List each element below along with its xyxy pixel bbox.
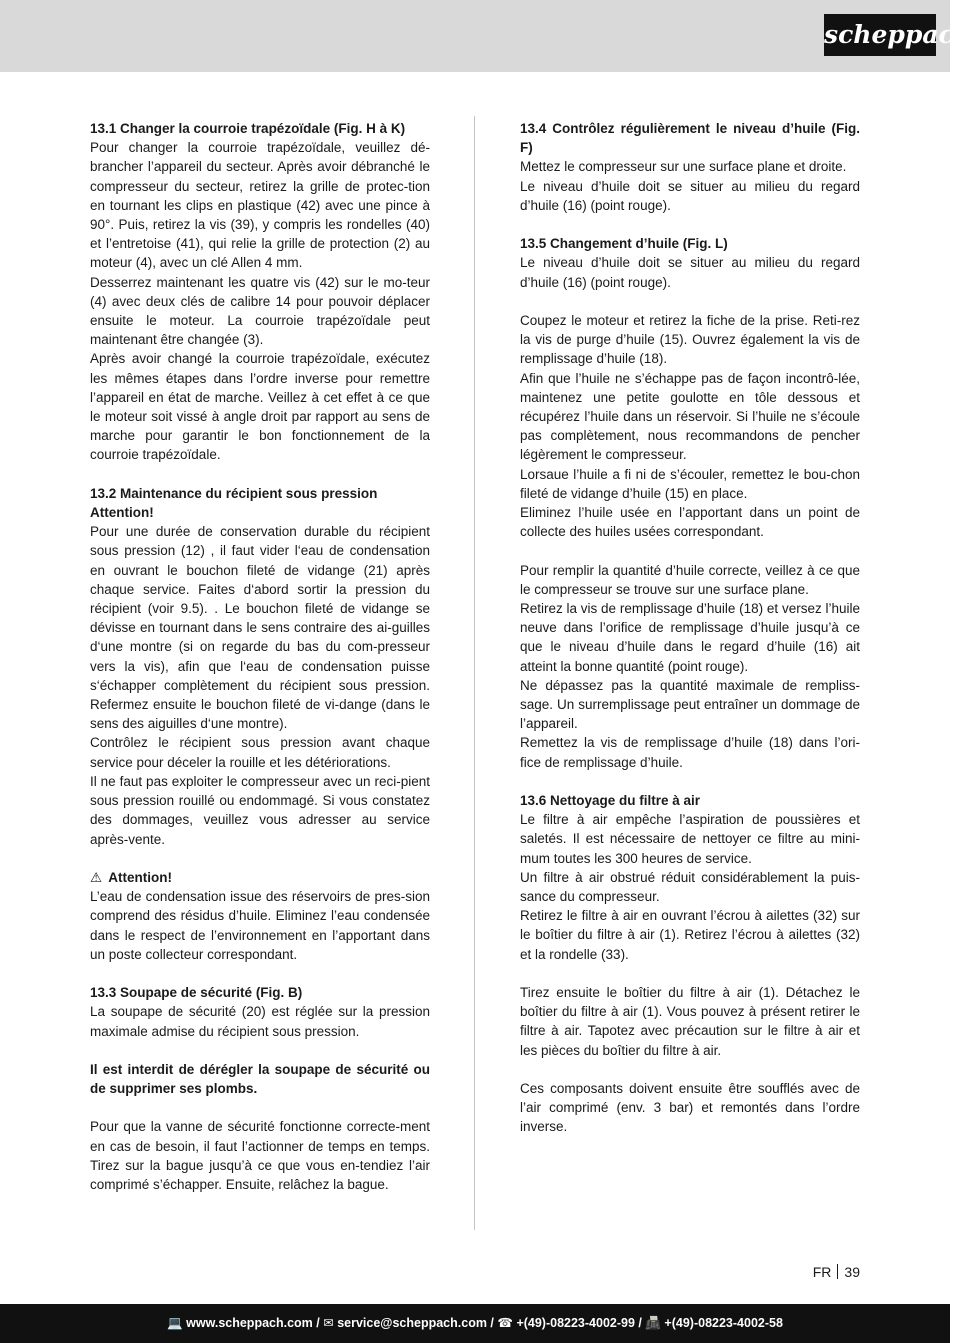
- section-13-5-paragraph: Retirez la vis de remplissage d’huile (18) et versez l’huile neuve dans l’orifice de remplissage d’huile jusqu’à ce que le niveau d’huile dans le regard d’huile (16) ait atteint la bonne quantité (point rouge).: [520, 601, 860, 674]
- section-13-6-paragraph: Retirez le filtre à air en ouvrant l’écrou à ailettes (32) sur le boîtier du filtre à air (1). Retirez l’écrou à ailettes (32) et la rondelle (33).: [520, 908, 860, 962]
- section-13-5-paragraph: Pour remplir la quantité d’huile correcte, veillez à ce que le compresseur se trouve sur une surface plane.: [520, 562, 860, 597]
- footer-bar: [0, 1304, 950, 1343]
- page-language: FR: [812, 1264, 832, 1280]
- section-13-4-paragraph: Mettez le compresseur sur une surface plane et droite.: [520, 159, 847, 175]
- section-13-5-paragraph: Afin que l’huile ne s’échappe pas de façon incontrô-lée, maintenez une petite goulotte en tôle dessous et récupérez l’huile dans un réservoir. Si l’huile ne s’écoule pas complètement, nous recommandons de pencher légèrement le compresseur.: [520, 370, 860, 463]
- section-13-5-paragraph: Ne dépassez pas la quantité maximale de rempliss-sage. Un surremplissage peut entraîner un dommage de l’appareil.: [520, 677, 860, 732]
- phone-icon: ☎: [497, 1316, 513, 1330]
- section-13-5-paragraph: Eliminez l’huile usée en l’apportant dans un point de collecte des huiles usées correspondant.: [520, 505, 860, 540]
- mail-icon: ✉: [323, 1316, 334, 1330]
- section-13-1-paragraph: Pour changer la courroie trapézoïdale, veuillez dé-brancher l’appareil du secteur. Après avoir débranché le compresseur du secteur, retirez la grille de protec-tion en tournant les clips en plastique (42) avec une pince à 90°. Puis, retirez la vis (39), y compris les rondelles (40) et l’entretoise (41), qui relie la grille de protection (2) au moteur (4), avec un clé Allen 4 mm.: [90, 140, 430, 271]
- section-13-4-title: 13.4 Contrôlez régulièrement le niveau d’huile (Fig. F): [520, 121, 860, 156]
- footer-website-link[interactable]: www.scheppach.com: [186, 1316, 313, 1330]
- section-13-1-title: 13.1 Changer la courroie trapézoïdale (Fig. H à K): [90, 121, 406, 136]
- column-divider: [474, 116, 475, 1230]
- section-13-1-paragraph: Après avoir changé la courroie trapézoïdale, exécutez les mêmes étapes dans l’ordre inverse pour remettre l’appareil en état de marche. Veillez à cet effet à ce que le moteur soit vissé à angle droit par rapport au sens de marche pour garantir le bon fonctionnement de la courroie trapézoïdale.: [90, 351, 430, 463]
- section-13-5-paragraph: Lorsaue l’huile a fi ni de s’écouler, remettez le bou-chon fileté de vidange d’huile (15) en place.: [520, 466, 860, 501]
- section-13-5-title: 13.5 Changement d’huile (Fig. L): [520, 236, 728, 252]
- section-13-2-paragraph: Contrôlez le récipient sous pression avant chaque service pour déceler la rouille et les détériorations.: [90, 735, 430, 770]
- header-band: [0, 0, 950, 72]
- section-13-3-paragraph: La soupape de sécurité (20) est réglée sur la pression maximale admise du récipient sous pression.: [90, 1004, 430, 1039]
- warning-heading: [90, 868, 430, 887]
- section-13-6-paragraph: Ces composants doivent ensuite être soufflés avec de l’air comprimé (env. 3 bar) et remontés dans l’ordre inverse.: [520, 1081, 860, 1135]
- page-number-value: 39: [844, 1264, 860, 1280]
- footer-separator: /: [634, 1316, 646, 1330]
- warning-paragraph: L’eau de condensation issue des réservoirs de pres-sion comprend des résidus d’huile. Eliminez l’eau condensée dans le respect de l’environnement en l’apportant dans un poste collecteur correspondant.: [90, 889, 430, 962]
- section-13-6-paragraph: Tirez ensuite le boîtier du filtre à air (1). Détachez le boîtier du filtre à air (1). Vous pouvez à présent retirer le filtre à air. Tapotez avec précaution sur le filtre à air et les pièces du boîtier du filtre à air.: [520, 985, 860, 1058]
- right-column: [520, 119, 860, 1137]
- footer-phone: +(49)-08223-4002-99: [516, 1316, 635, 1330]
- section-13-5-paragraph: Remettez la vis de remplissage d’huile (18) dans l’ori-fice de remplissage d’huile.: [520, 735, 860, 770]
- section-13-4-paragraph: Le niveau d’huile doit se situer au milieu du regard d’huile (16) (point rouge).: [520, 178, 860, 213]
- footer-email-link[interactable]: service@scheppach.com: [337, 1316, 487, 1330]
- section-13-2-paragraph: Pour une durée de conservation durable du récipient sous pression (12) , il faut vider l‘eau de condensation en ouvrant le bouchon fileté de vidange (21) après chaque service. Faites d‘abord sortir la pression du récipient (voir 9.5). . Le bouchon fileté de vidange se dévisse en tournant dans le sens contraire des ai-guilles d‘une montre (si on regarde du bas du com-presseur vers la vis), afin que l‘eau de condensation puisse s‘échapper complètement du récipient sous pression. Refermez ensuite le bouchon fileté de vi-dange (dans le sens des aiguilles d‘une montre).: [90, 524, 430, 732]
- section-13-2-paragraph: Il ne faut pas exploiter le compresseur avec un reci-pient sous pression rouillé ou endommagé. Si vous constatez des dommages, veuillez vous adresser au service après-vente.: [90, 773, 430, 847]
- section-13-5-paragraph: Le niveau d’huile doit se situer au milieu du regard d’huile (16) (point rouge).: [520, 255, 860, 290]
- section-13-3-title: 13.3 Soupape de sécurité (Fig. B): [90, 985, 303, 1001]
- section-13-3-warning: Il est interdit de dérégler la soupape de sécurité ou de supprimer ses plombs.: [90, 1061, 430, 1097]
- section-13-2-attention: Attention!: [90, 505, 154, 521]
- section-13-6-paragraph: Le filtre à air empêche l’aspiration de poussières et saletés. Il est nécessaire de nettoyer ce filtre au mini-mum toutes les 300 heures de service.: [520, 812, 860, 866]
- page-number-separator: [837, 1264, 838, 1279]
- left-column: [90, 119, 430, 1194]
- page-number: [813, 1264, 860, 1280]
- computer-icon: 💻: [167, 1316, 183, 1330]
- section-13-5-paragraph: Coupez le moteur et retirez la fiche de la prise. Reti-rez la vis de purge d’huile (15). Ouvrez également la vis de remplissage d’huile (18).: [520, 313, 860, 367]
- footer-separator: /: [312, 1316, 324, 1330]
- section-13-1-paragraph: Desserrez maintenant les quatre vis (42) sur le mo-teur (4) avec deux clés de calibre 14 pour pouvoir déplacer ensuite le moteur. La courroie trapézoïdale peut maintenant être changée (3).: [90, 274, 430, 348]
- footer-separator: /: [486, 1316, 498, 1330]
- warning-title: Attention!: [108, 869, 172, 885]
- section-13-3-paragraph: Pour que la vanne de sécurité fonctionne correcte-ment en cas de besoin, il faut l’actionner de temps en temps. Tirez sur la bague jusqu’à ce que vous en-tendiez l’air comprimé s’échapper. Ensuite, relâchez la bague.: [90, 1119, 430, 1193]
- warning-triangle-icon: ⚠: [90, 869, 103, 885]
- fax-icon: 📠: [645, 1316, 661, 1330]
- section-13-6-paragraph: Un filtre à air obstrué réduit considérablement la puis-sance du compresseur.: [520, 869, 860, 905]
- section-13-2-title: 13.2 Maintenance du récipient sous pression: [90, 485, 378, 501]
- brand-logo: scheppach: [824, 14, 936, 56]
- section-13-6-title: 13.6 Nettoyage du filtre à air: [520, 793, 701, 809]
- footer-fax: +(49)-08223-4002-58: [664, 1316, 783, 1330]
